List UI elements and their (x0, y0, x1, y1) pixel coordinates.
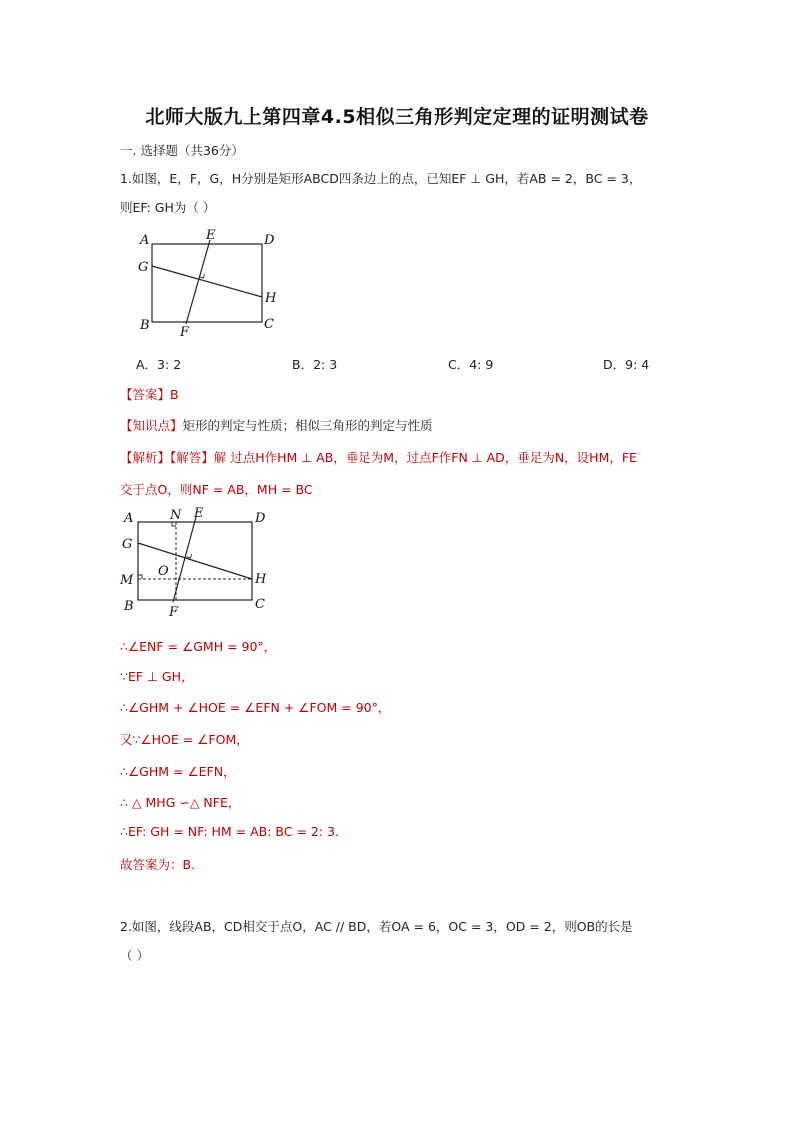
rectangle-abcd (152, 244, 262, 322)
analysis-line2: 交于点O，则NF = AB，MH = BC (120, 482, 313, 497)
answer-tag: 【答案】 (120, 387, 171, 402)
analysis-text-1: 解 过点H作HM ⊥ AB，垂足为M，过点F作FN ⊥ AD，垂足为N，设HM，FE (213, 450, 637, 465)
label-e: E (206, 228, 216, 243)
segment-gh (138, 543, 252, 579)
solution-step-2: ∵EF ⊥ GH， (120, 669, 194, 684)
label-h: H (255, 572, 267, 587)
answer-value: B (170, 387, 179, 402)
label-b: B (124, 599, 134, 614)
label-n: N (170, 508, 182, 523)
label-m: M (120, 573, 134, 588)
choice-d[interactable]: D．9: 4 (603, 357, 650, 372)
section-heading: 一. 选择题（共36分） (120, 143, 244, 158)
question-1-stem-line1: 1.如图，E，F，G，H分别是矩形ABCD四条边上的点，已知EF ⊥ GH，若AB = 2，BC = 3， (120, 171, 642, 186)
choice-c[interactable]: C．4: 9 (448, 357, 494, 372)
analysis-line1 (120, 448, 637, 466)
label-f: F (169, 605, 179, 620)
analysis-tag: 【解析】【解答】 (120, 450, 214, 465)
answer-line (120, 385, 179, 403)
knowledge-tag: 【知识点】 (120, 418, 183, 433)
solution-step-1: ∴∠ENF = ∠GMH = 90°， (120, 639, 277, 654)
label-f: F (180, 325, 190, 340)
question-1-stem-line2: 则EF: GH为（ ） (120, 200, 216, 215)
label-c: C (255, 597, 265, 612)
label-c: C (264, 317, 274, 332)
solution-step-7: ∴EF: GH = NF: HM = AB: BC = 2: 3. (120, 824, 340, 839)
solution-step-6: ∴ △ MHG ∽△ NFE， (120, 795, 241, 810)
solution-step-3: ∴∠GHM + ∠HOE = ∠EFN + ∠FOM = 90°， (120, 700, 391, 715)
solution-step-4: 又∵∠HOE = ∠FOM， (120, 732, 249, 747)
choice-b[interactable]: B．2: 3 (292, 357, 338, 372)
segment-gh (152, 266, 262, 297)
label-o: O (158, 564, 169, 579)
choice-a[interactable]: A．3: 2 (136, 357, 182, 372)
label-b: B (140, 318, 150, 333)
solution-figure (118, 506, 288, 624)
solution-conclusion: 故答案为：B. (120, 857, 196, 872)
segment-ef (186, 240, 210, 324)
question-2-stem-line2: （ ） (120, 948, 149, 963)
label-a: A (124, 511, 134, 526)
label-d: D (255, 511, 266, 526)
right-angle-mark-m (138, 575, 142, 579)
solution-step-5: ∴∠GHM = ∠EFN， (120, 764, 236, 779)
question-2-stem-line1: 2.如图，线段AB，CD相交于点O，AC // BD，若OA = 6，OC = 3，OD = 2，则OB的长是 (120, 919, 633, 934)
question-1-figure (130, 226, 290, 342)
label-e: E (194, 506, 204, 521)
label-h: H (265, 291, 277, 306)
page-title: 北师大版九上第四章4.5相似三角形判定定理的证明测试卷 (145, 106, 649, 128)
label-d: D (264, 233, 275, 248)
label-g: G (138, 260, 149, 275)
knowledge-line (120, 416, 433, 434)
right-angle-mark (187, 554, 192, 558)
label-g: G (122, 537, 133, 552)
label-a: A (140, 233, 150, 248)
knowledge-text: 矩形的判定与性质；相似三角形的判定与性质 (182, 418, 433, 433)
